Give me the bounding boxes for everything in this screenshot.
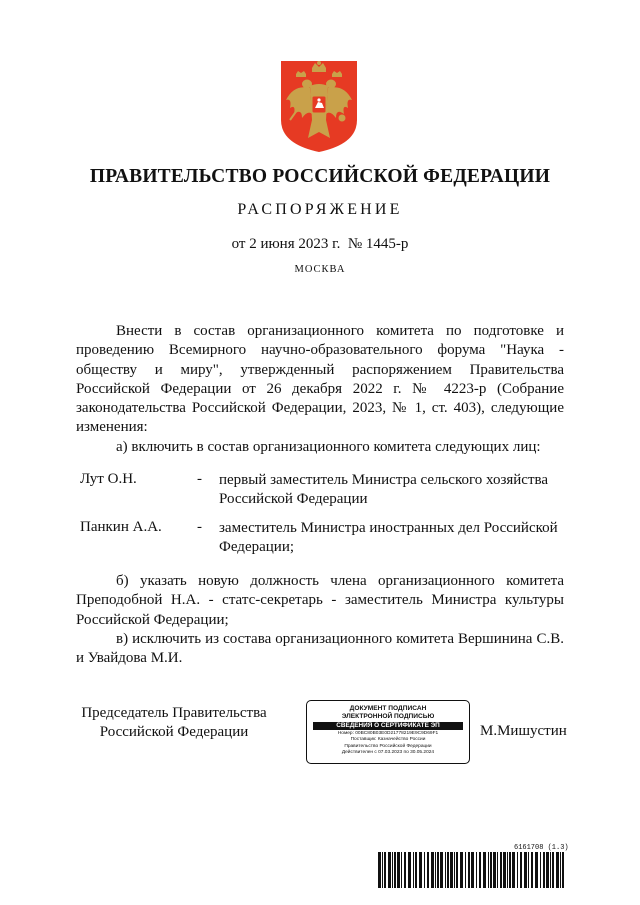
stamp-line: ЭЛЕКТРОННОЙ ПОДПИСЬЮ — [341, 713, 435, 720]
barcode — [378, 852, 564, 888]
barcode-stripe — [456, 852, 458, 888]
person-dash: - — [197, 471, 202, 487]
barcode-stripe — [450, 852, 453, 888]
barcode-stripe — [552, 852, 554, 888]
barcode-stripe — [404, 852, 406, 888]
barcode-stripe — [517, 852, 518, 888]
stamp-validity: Действителен с 07.03.2023 по 30.05.2024 — [341, 749, 435, 755]
signer-role-line: Председатель Правительства — [81, 705, 267, 721]
state-emblem-icon — [278, 58, 360, 154]
barcode-stripe — [507, 852, 508, 888]
barcode-stripe — [560, 852, 561, 888]
document-city: МОСКВА — [294, 264, 346, 275]
barcode-stripe — [397, 852, 400, 888]
barcode-stripe — [540, 852, 541, 888]
barcode-stripe — [413, 852, 414, 888]
document-type: РАСПОРЯЖЕНИЕ — [237, 201, 403, 218]
stamp-serial: Номер: 00BC80B03E0D21778219E9C9D69F1 — [337, 731, 439, 736]
barcode-stripe — [524, 852, 527, 888]
barcode-stripe — [520, 852, 522, 888]
item-b-paragraph: б) указать новую должность члена организационного комитета Преподобной Н.А. - статс-секретарь - заместитель Министра культуры Российской Федерации; — [76, 573, 564, 628]
item-c-paragraph: в) исключить из состава организационного комитета Вершинина С.В. и Увайдова М.И. — [76, 631, 564, 667]
person-dash: - — [197, 519, 202, 535]
intro-paragraph: Внести в состав организационного комитета по подготовке и проведению Всемирного научно-образовательного форума "Наука - обществу и миру", утвержденный распоряжением Правительства Российской Федерации от 26 декабря 2022 г. № 4223-р (Собрание законодательства Российской Федерации, 2023, № 1, ст. 403), следующие изменения: — [76, 323, 564, 436]
barcode-stripe — [483, 852, 486, 888]
barcode-stripe — [550, 852, 551, 888]
barcode-stripe — [427, 852, 429, 888]
barcode-caption: 6161708 (1.3) — [514, 844, 569, 852]
barcode-stripe — [509, 852, 511, 888]
document-date-number — [0, 236, 640, 253]
barcode-stripe — [431, 852, 434, 888]
barcode-stripe — [435, 852, 436, 888]
document-number: № 1445-р — [347, 236, 409, 252]
barcode-stripe — [384, 852, 386, 888]
barcode-stripe — [392, 852, 393, 888]
stamp-certificate-bar: СВЕДЕНИЯ О СЕРТИФИКАТЕ ЭП — [313, 722, 463, 730]
barcode-stripe — [468, 852, 470, 888]
signer-role-line: Российской Федерации — [99, 724, 249, 740]
barcode-stripe — [531, 852, 533, 888]
barcode-stripe — [447, 852, 449, 888]
barcode-stripe — [497, 852, 498, 888]
barcode-stripe — [556, 852, 559, 888]
barcode-stripe — [401, 852, 402, 888]
person-name: Панкин А.А. — [80, 519, 162, 535]
barcode-stripe — [424, 852, 425, 888]
barcode-stripe — [437, 852, 439, 888]
barcode-stripe — [543, 852, 545, 888]
barcode-stripe — [408, 852, 411, 888]
person-role: первый заместитель Министра сельского хозяйства Российской Федерации — [219, 472, 549, 508]
barcode-stripe — [512, 852, 515, 888]
barcode-stripe — [479, 852, 481, 888]
barcode-stripe — [440, 852, 443, 888]
barcode-stripe — [503, 852, 506, 888]
signer-role — [76, 704, 272, 742]
barcode-stripe — [528, 852, 529, 888]
person-name: Лут О.Н. — [80, 471, 137, 487]
person-role: заместитель Министра иностранных дел Российской Федерации; — [219, 520, 558, 556]
stamp-line: ДОКУМЕНТ ПОДПИСАН — [349, 705, 427, 712]
barcode-stripe — [394, 852, 396, 888]
electronic-signature-stamp — [306, 700, 470, 764]
barcode-stripe — [378, 852, 381, 888]
barcode-stripe — [493, 852, 496, 888]
barcode-stripe — [445, 852, 446, 888]
barcode-stripe — [388, 852, 391, 888]
barcode-stripe — [476, 852, 477, 888]
item-a-paragraph: а) включить в состав организационного комитета следующих лиц: — [116, 439, 541, 455]
barcode-stripe — [546, 852, 549, 888]
document-date: от 2 июня 2023 г. — [231, 236, 341, 252]
barcode-stripe — [500, 852, 502, 888]
barcode-stripe — [488, 852, 489, 888]
barcode-stripe — [415, 852, 417, 888]
barcode-stripe — [562, 852, 564, 888]
barcode-stripe — [454, 852, 455, 888]
signer-name: М.Мишустин — [480, 723, 567, 739]
barcode-stripe — [419, 852, 422, 888]
barcode-stripe — [460, 852, 463, 888]
stamp-issuer: Поставщик: Казначейство России — [350, 737, 426, 743]
government-title: ПРАВИТЕЛЬСТВО РОССИЙСКОЙ ФЕДЕРАЦИИ — [89, 166, 551, 187]
barcode-stripe — [490, 852, 492, 888]
barcode-stripe — [465, 852, 466, 888]
stamp-owner: Правительство Российской Федерации — [344, 743, 432, 749]
barcode-stripe — [471, 852, 474, 888]
barcode-stripe — [535, 852, 538, 888]
barcode-stripe — [382, 852, 383, 888]
